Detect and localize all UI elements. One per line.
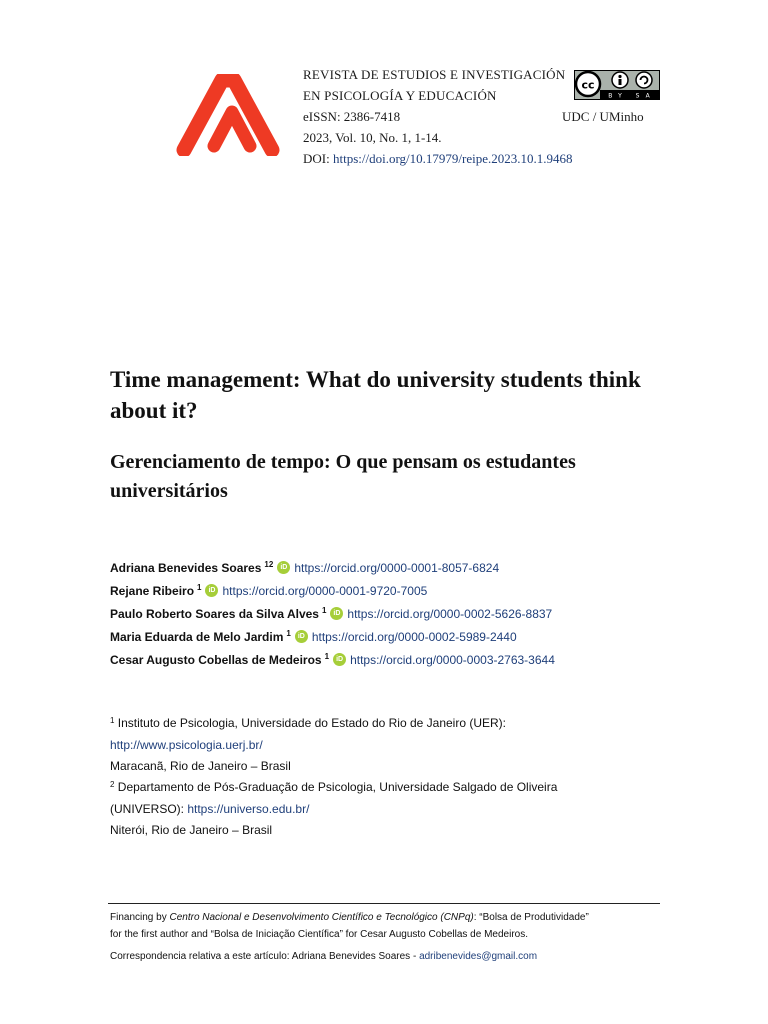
orcid-icon: iD	[277, 561, 290, 574]
doi-label: DOI:	[303, 151, 333, 166]
author-affil-sup: 12	[264, 560, 274, 569]
affiliation-text: Departamento de Pós-Graduação de Psicologia, Universidade Salgado de Oliveira	[117, 780, 558, 794]
orcid-link[interactable]: https://orcid.org/0000-0003-2763-3644	[350, 652, 555, 667]
journal-doi	[303, 148, 603, 169]
affiliation-text: Instituto de Psicologia, Universidade do Estado do Rio de Janeiro (UER):	[117, 716, 507, 730]
license-text: BY SA	[608, 92, 656, 100]
journal-logo	[176, 74, 288, 156]
cc-by-sa-license-icon[interactable]	[574, 70, 660, 100]
author-affil-sup: 1	[321, 606, 327, 615]
affiliation-2-url[interactable]: https://universo.edu.br/	[187, 802, 310, 816]
author-name: Maria Eduarda de Melo Jardim	[110, 629, 284, 644]
affiliation-1-city: Maracanã, Rio de Janeiro – Brasil	[110, 759, 291, 773]
author-list	[110, 556, 670, 671]
author-name: Cesar Augusto Cobellas de Medeiros	[110, 652, 322, 667]
journal-name-line2: EN PSICOLOGÍA Y EDUCACIÓN	[303, 88, 497, 103]
correspondence-line: Correspondencia relativa a este artículo: Adriana Benevides Soares - adribenevides@gmail.com	[110, 951, 538, 962]
author-row	[110, 625, 670, 648]
funding-org: Centro Nacional e Desenvolvimento Científico e Tecnológico (CNPq)	[169, 912, 474, 923]
orcid-icon: iD	[205, 584, 218, 597]
orcid-icon: iD	[333, 653, 346, 666]
title-portuguese: Gerenciamento de tempo: O que pensam os estudantes universitários	[110, 451, 576, 502]
title-english: Time management: What do university students think about it?	[110, 367, 641, 423]
orcid-link[interactable]: https://orcid.org/0000-0002-5626-8837	[347, 606, 553, 621]
orcid-icon: iD	[295, 630, 308, 643]
author-name: Rejane Ribeiro	[110, 583, 195, 598]
affiliation-1-url[interactable]: http://www.psicologia.uerj.br/	[110, 738, 263, 752]
orcid-link[interactable]: https://orcid.org/0000-0002-5989-2440	[311, 629, 517, 644]
correspondence-email[interactable]: adribenevides@gmail.com	[419, 951, 538, 962]
author-row	[110, 579, 670, 602]
affiliation-sup: 2	[110, 780, 115, 789]
author-row	[110, 648, 670, 671]
orcid-icon: iD	[330, 607, 343, 620]
affiliation-1	[110, 713, 670, 735]
svg-text:cc: cc	[581, 78, 595, 92]
affiliation-2-city: Niterói, Rio de Janeiro – Brasil	[110, 823, 273, 837]
author-name: Adriana Benevides Soares	[110, 560, 262, 575]
journal-info	[303, 64, 603, 169]
financing-line: Financing by Centro Nacional e Desenvolvimento Científico e Tecnológico (CNPq): “Bolsa de Produtividade”	[110, 912, 589, 923]
journal-name-line1: REVISTA DE ESTUDIOS E INVESTIGACIÓN	[303, 67, 566, 82]
journal-eissn: eISSN: 2386-7418	[303, 109, 401, 124]
affiliation-text-cont: (UNIVERSO):	[110, 802, 188, 816]
doi-link[interactable]: https://doi.org/10.17979/reipe.2023.10.1.9468	[332, 151, 573, 166]
footer-divider	[108, 903, 660, 904]
affiliation-2	[110, 777, 670, 799]
author-affil-sup: 1	[286, 629, 291, 638]
footnote	[110, 909, 670, 965]
orcid-link[interactable]: https://orcid.org/0000-0001-8057-6824	[294, 560, 500, 575]
author-name: Paulo Roberto Soares da Silva Alves	[110, 606, 319, 621]
author-affil-sup: 1	[324, 652, 330, 661]
affiliations	[110, 713, 670, 841]
financing-line-2: for the first author and “Bolsa de Iniciação Científica” for Cesar Augusto Cobellas de Medeiros.	[110, 929, 528, 940]
affiliation-sup: 1	[110, 716, 115, 725]
orcid-link[interactable]: https://orcid.org/0000-0001-9720-7005	[222, 583, 428, 598]
author-affil-sup: 1	[197, 583, 202, 592]
udc-uminho: UDC / UMinho	[562, 109, 644, 124]
author-row	[110, 602, 670, 625]
journal-citation: 2023, Vol. 10, No. 1, 1-14.	[303, 130, 442, 145]
author-row	[110, 556, 670, 579]
